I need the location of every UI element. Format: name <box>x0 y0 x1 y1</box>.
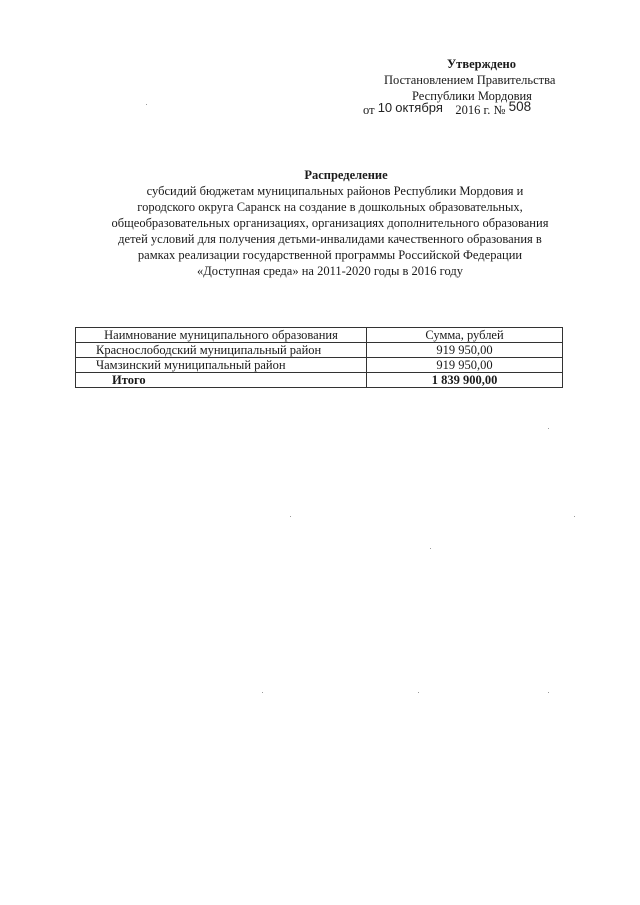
table-header-row <box>76 328 563 343</box>
approval-title: Утверждено <box>447 57 516 71</box>
amount-value: 919 950,00 <box>367 343 563 358</box>
scan-speck <box>574 516 575 517</box>
scan-speck <box>146 104 147 105</box>
subtitle-line: детей условий для получения детьми-инвалидами качественного образования в <box>118 232 542 246</box>
approval-line-decree: Постановлением Правительства <box>384 73 556 87</box>
scan-speck <box>430 548 431 549</box>
column-header-municipality: Наимнование муниципального образования <box>76 328 367 343</box>
document-title: Распределение <box>304 168 388 182</box>
scan-speck <box>262 692 263 693</box>
date-day: 10 <box>377 100 393 115</box>
date-year: 2016 г. № <box>455 103 506 117</box>
distribution-table <box>75 327 563 388</box>
scan-speck <box>548 692 549 693</box>
document-subtitle <box>70 183 590 279</box>
subtitle-line: «Доступная среда» на 2011-2020 годы в 2016 году <box>197 264 463 278</box>
subtitle-line: общеобразовательных организациях, организациях дополнительного образования <box>111 216 549 230</box>
date-prefix: от <box>363 103 375 117</box>
table-total-row <box>76 373 563 388</box>
approval-line-republic: Республики Мордовия <box>412 89 532 103</box>
date-month: октября <box>395 100 443 115</box>
total-label: Итого <box>76 373 367 388</box>
amount-value: 919 950,00 <box>367 358 563 373</box>
decree-number: 508 <box>508 99 532 114</box>
table-row <box>76 358 563 373</box>
table-row <box>76 343 563 358</box>
subtitle-line: городского округа Саранск на создание в дошкольных образовательных, <box>137 200 523 214</box>
subtitle-line: субсидий бюджетам муниципальных районов Республики Мордовия и <box>146 184 524 198</box>
scan-speck <box>418 692 419 693</box>
municipality-name: Чамзинский муниципальный район <box>76 358 367 373</box>
approval-date-line <box>363 99 532 118</box>
scan-speck <box>290 516 291 517</box>
column-header-amount: Сумма, рублей <box>367 328 563 343</box>
subtitle-line: рамках реализации государственной программы Российской Федерации <box>137 248 523 262</box>
municipality-name: Краснослободский муниципальный район <box>76 343 367 358</box>
total-amount: 1 839 900,00 <box>367 373 563 388</box>
scan-speck <box>548 428 549 429</box>
